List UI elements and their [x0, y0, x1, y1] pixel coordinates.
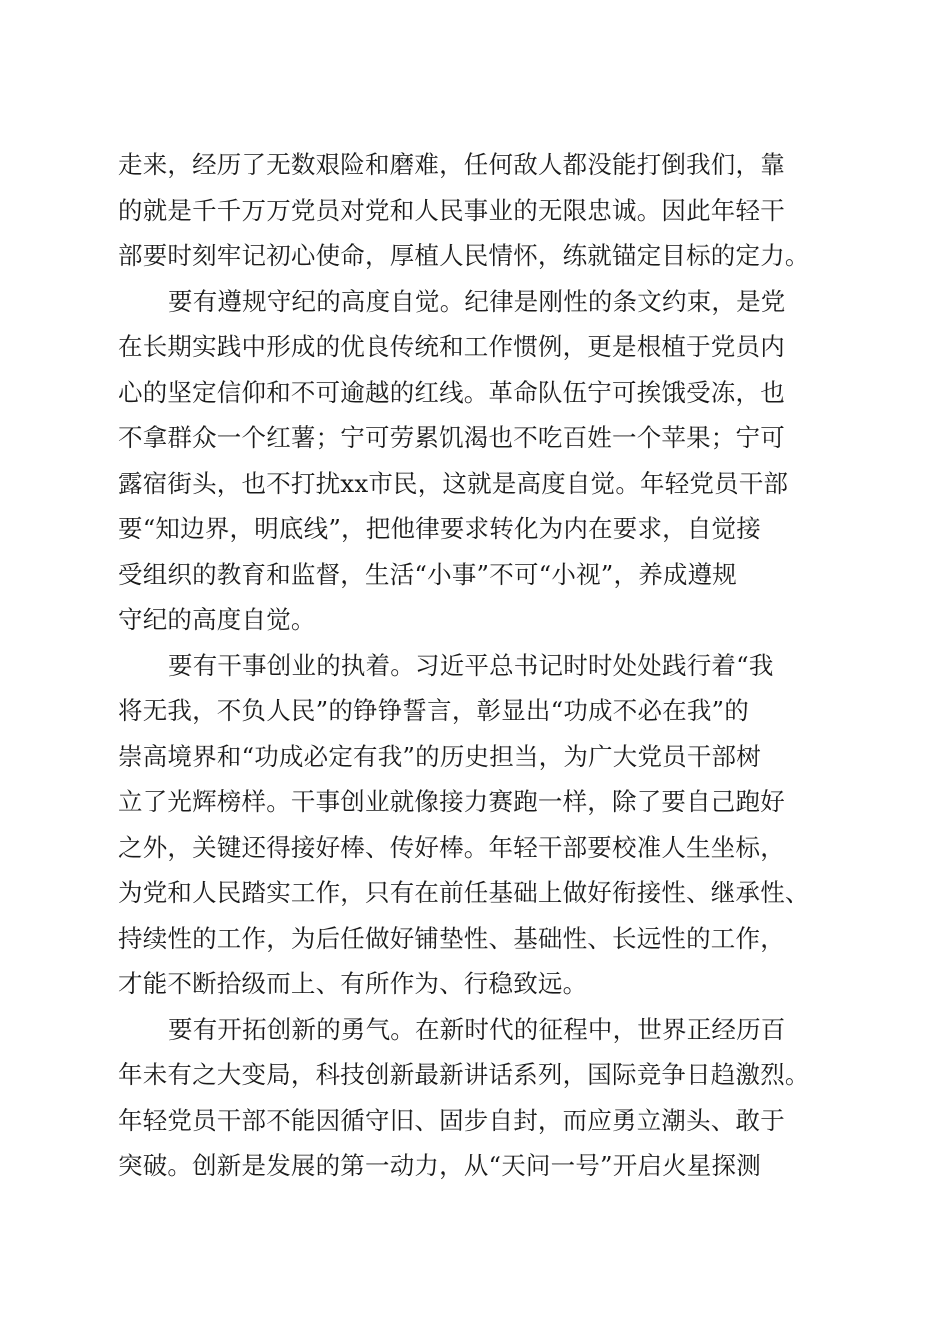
- paragraph-first-line: 要有遵规守纪的高度自觉。纪律是刚性的条文约束，是党: [168, 286, 786, 316]
- text-line: 将无我，不负人民”的铮铮誓言，彰显出“功成不必在我”的: [118, 696, 749, 725]
- text-line: 年未有之大变局，科技创新最新讲话系列，国际竞争日趋激烈。: [118, 1060, 810, 1089]
- text-line: 露宿街头，也不打扰xx市民，这就是高度自觉。年轻党员干部: [118, 468, 789, 498]
- text-line: 之外，关键还得接好棒、传好棒。年轻干部要校准人生坐标，: [118, 832, 785, 862]
- text-line: 受组织的教育和监督，生活“小事”不可“小视”，养成遵规: [118, 559, 737, 589]
- text-line: 守纪的高度自觉。: [118, 605, 316, 634]
- text-line: 年轻党员干部不能因循守旧、固步自封，而应勇立潮头、敢于: [118, 1105, 785, 1135]
- text-line: 持续性的工作，为后任做好铺垫性、基础性、长远性的工作，: [118, 923, 785, 953]
- text-line: 心的坚定信仰和不可逾越的红线。革命队伍宁可挨饿受冻，也: [118, 377, 785, 407]
- document-body: [118, 142, 848, 1189]
- text-line: 在长期实践中形成的优良传统和工作惯例，更是根植于党员内: [118, 332, 785, 361]
- text-line: 要“知边界，明底线”，把他律要求转化为内在要求，自觉接: [118, 514, 761, 543]
- text-line: 走来，经历了无数艰险和磨难，任何敌人都没能打倒我们，靠: [118, 150, 785, 179]
- text-line: 立了光辉榜样。干事创业就像接力赛跑一样，除了要自己跑好: [118, 787, 785, 816]
- text-line: 部要时刻牢记初心使命，厚植人民情怀，练就锚定目标的定力。: [118, 241, 810, 270]
- text-line: 突破。创新是发展的第一动力，从“天问一号”开启火星探测: [118, 1151, 761, 1180]
- paragraph-first-line: 要有开拓创新的勇气。在新时代的征程中，世界正经历百: [168, 1014, 786, 1044]
- paragraph-first-line: 要有干事创业的执着。习近平总书记时时处处践行着“我: [168, 650, 774, 680]
- text-line: 的就是千千万万党员对党和人民事业的无限忠诚。因此年轻干: [118, 195, 785, 225]
- text-line: 崇高境界和“功成必定有我”的历史担当，为广大党员干部树: [118, 741, 761, 771]
- text-line: 才能不断拾级而上、有所作为、行稳致远。: [118, 969, 588, 998]
- text-line: 不拿群众一个红薯；宁可劳累饥渴也不吃百姓一个苹果；宁可: [118, 423, 785, 452]
- text-line: 为党和人民踏实工作，只有在前任基础上做好衔接性、继承性、: [118, 878, 810, 907]
